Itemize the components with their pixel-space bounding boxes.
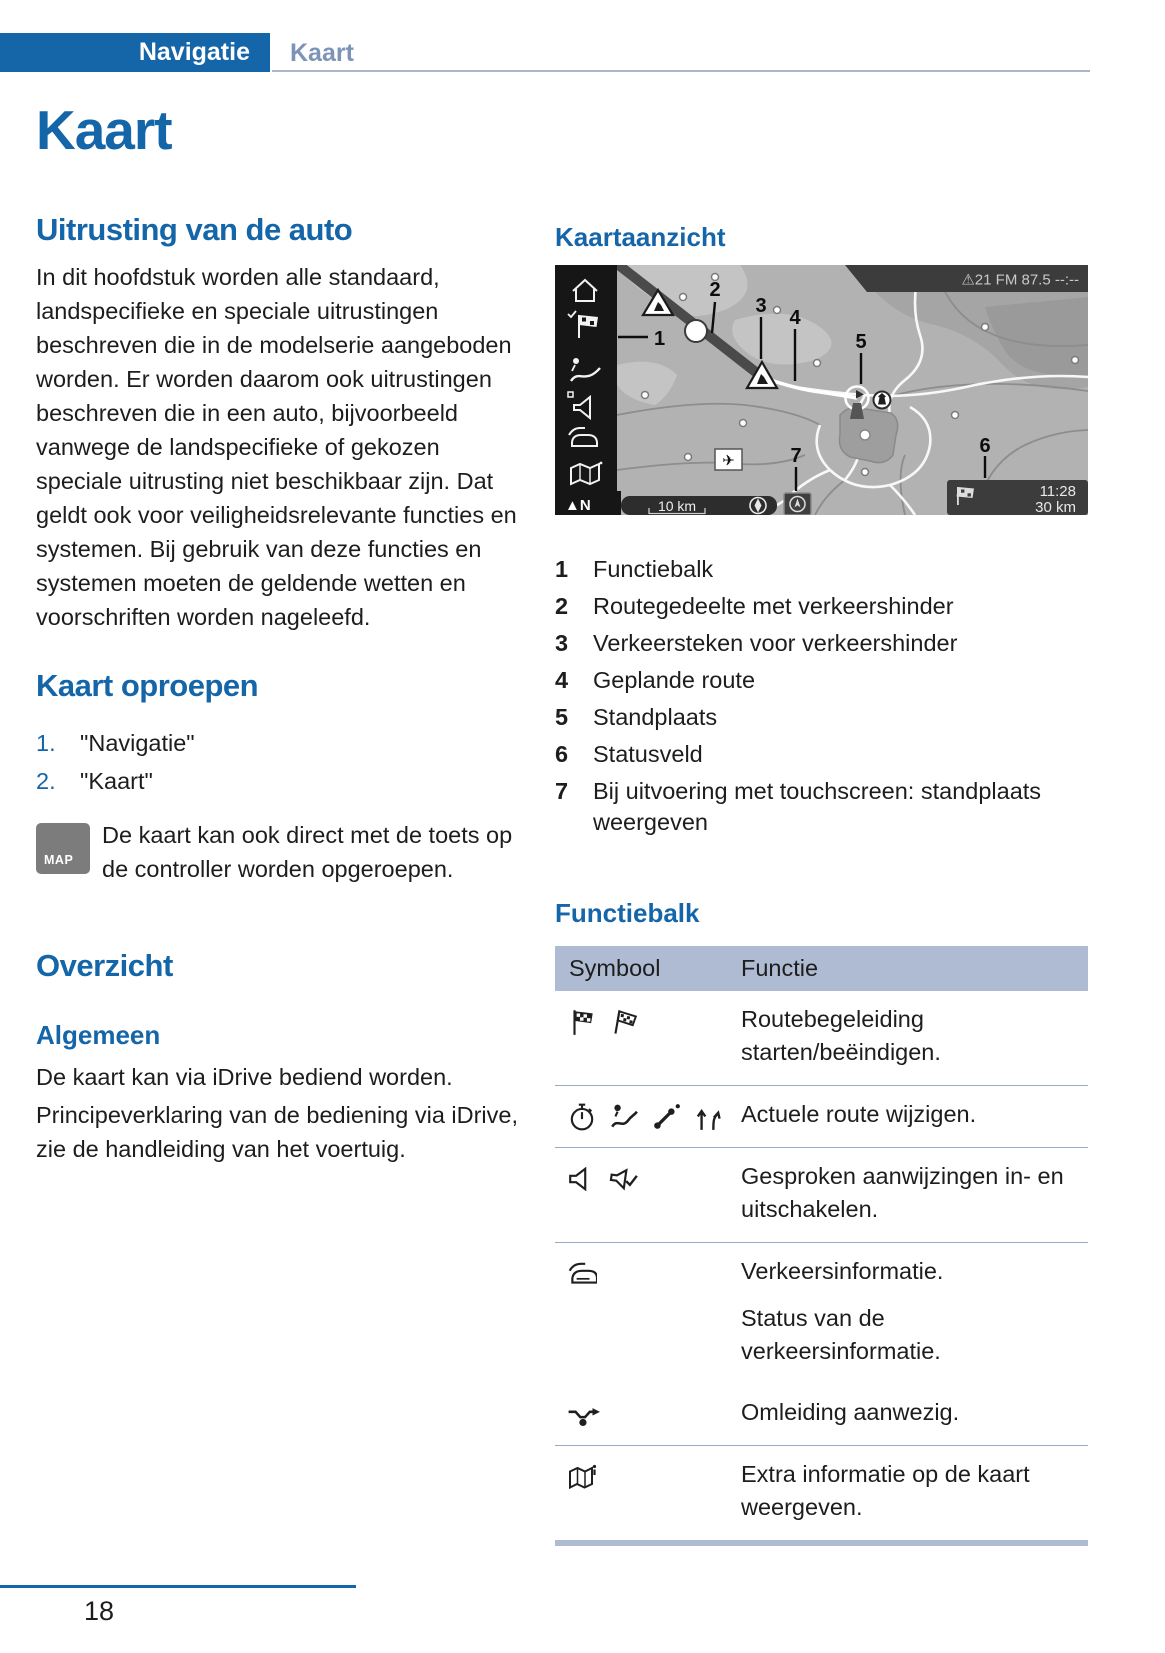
general-subheading: Algemeen	[36, 1020, 161, 1050]
table-header-row	[555, 946, 1088, 991]
general-par1: De kaart kan via iDrive bediend worden.	[36, 1064, 453, 1090]
function-bar-table	[555, 946, 1088, 1546]
legend-text: Standplaats	[593, 704, 718, 730]
detour-icon	[567, 1400, 601, 1430]
map-screenshot	[555, 265, 1088, 515]
map-view-heading: Kaartaanzicht	[555, 222, 726, 252]
table-row	[555, 1148, 1088, 1243]
header-rule	[272, 70, 1090, 72]
stopwatch-icon	[567, 1102, 597, 1132]
legend-text: Routegedeelte met verkeershinder	[593, 593, 954, 619]
page-number: 18	[84, 1596, 115, 1626]
legend-number: 5	[555, 704, 569, 730]
overview-heading: Overzicht	[36, 948, 173, 983]
callout-3: 3	[755, 295, 767, 317]
route-marker-circle	[685, 320, 707, 342]
lane-arrows-icon	[693, 1102, 723, 1132]
map-key-note-row	[36, 818, 530, 886]
map-key-label: MAP	[44, 853, 74, 867]
page-title: Kaart	[36, 99, 172, 161]
step-label: "Kaart"	[80, 768, 153, 794]
legend-item	[555, 776, 1088, 838]
route-guidance-start-flag-icon	[567, 1007, 597, 1037]
footer-rule	[0, 1585, 356, 1588]
list-item	[36, 762, 530, 800]
function-text: Omleiding aanwezig.	[741, 1399, 960, 1425]
route-guidance-end-flag-icon	[609, 1007, 639, 1037]
compass-label[interactable]: ▲N	[565, 497, 591, 514]
legend-text: Bij uitvoering met touchscreen: standplaats weergeven	[593, 778, 1042, 835]
open-map-steps	[36, 724, 530, 800]
status-field	[947, 480, 1088, 515]
callout-6: 6	[979, 435, 991, 457]
speaker-toggle-icon	[609, 1164, 639, 1194]
legend-item	[555, 554, 1088, 585]
map-controller-key-icon	[36, 823, 90, 874]
function-text: Actuele route wijzigen.	[741, 1101, 977, 1127]
table-row	[555, 991, 1088, 1086]
position-button[interactable]	[784, 493, 811, 515]
legend-number: 4	[555, 667, 569, 693]
chapter-tab-kaart: Kaart	[290, 39, 354, 67]
scale-label: 10 km	[657, 498, 697, 514]
legend-item	[555, 591, 1088, 622]
route-segment-icon	[651, 1102, 681, 1132]
callout-7: 7	[790, 445, 802, 467]
airport-icon	[715, 449, 742, 470]
legend-text: Statusveld	[593, 741, 703, 767]
column-header-symbol: Symbool	[569, 955, 661, 981]
function-bar	[555, 265, 617, 515]
function-text: Verkeersinformatie.	[741, 1258, 944, 1284]
map-key-note: De kaart kan ook direct met de toets op de controller worden opgeroepen.	[102, 822, 513, 882]
legend-number: 7	[555, 778, 569, 804]
legend-number: 1	[555, 556, 569, 582]
open-map-heading: Kaart oproepen	[36, 668, 259, 703]
legend-text: Verkeersteken voor verkeershinder	[593, 630, 958, 656]
callout-5: 5	[855, 331, 867, 353]
legend-number: 6	[555, 741, 569, 767]
route-criteria-icon	[609, 1102, 639, 1132]
table-row	[555, 1243, 1088, 1384]
equipment-heading: Uitrusting van de auto	[36, 212, 353, 247]
table-row	[555, 1446, 1088, 1546]
step-number: 1.	[36, 730, 56, 756]
map-extra-info-icon	[567, 1462, 597, 1492]
callout-1: 1	[654, 328, 666, 350]
traffic-info-icon	[567, 1259, 597, 1289]
landmark-icon	[874, 392, 891, 409]
section-tab-navigatie: Navigatie	[0, 33, 270, 72]
equipment-body: In dit hoofdstuk worden alle standaard, landspecifieke en speciale uitrustingen beschreven die in de modelserie aangeboden worden. Er worden daarom ook uitrustingen beschreven die in een auto, bijvoorbeeld vanwege de landspecifieke of gekozen speciale uitrusting niet beschikbaar zijn. Dat geldt ook voor veiligheidsrelevante functies en systemen. Bij gebruik van deze functies en systemen moeten de geldende wetten en voorschriften worden nageleefd.	[36, 264, 517, 630]
column-header-function: Functie	[741, 955, 819, 981]
speaker-icon	[567, 1164, 597, 1194]
legend-text: Geplande route	[593, 667, 756, 693]
list-item	[36, 724, 530, 762]
legend-item	[555, 739, 1088, 770]
legend-text: Functiebalk	[593, 556, 714, 582]
legend-number: 3	[555, 630, 569, 656]
callout-4: 4	[789, 307, 801, 329]
legend-number: 2	[555, 593, 569, 619]
svg-text:✈: ✈	[722, 452, 735, 470]
function-text: Extra informatie op de kaart weergeven.	[741, 1461, 1030, 1520]
status-bar-text: ⚠21 FM 87.5 --:--	[961, 271, 1079, 289]
arrival-time: 11:28	[1039, 483, 1076, 500]
table-row	[555, 1384, 1088, 1446]
legend-item	[555, 628, 1088, 659]
legend-item	[555, 702, 1088, 733]
step-label: "Navigatie"	[80, 730, 195, 756]
function-text: Routebegeleiding starten/beëindigen.	[741, 1006, 941, 1065]
distance-remaining: 30 km	[1035, 499, 1076, 515]
function-bar-heading: Functiebalk	[555, 898, 700, 928]
function-text: Gesproken aanwijzingen in- en uitschakelen.	[741, 1163, 1064, 1222]
legend-item	[555, 665, 1088, 696]
general-par2: Principeverklaring van de bediening via iDrive, zie de handleiding van het voertuig.	[36, 1102, 519, 1162]
callout-2: 2	[709, 279, 721, 301]
table-row	[555, 1086, 1088, 1148]
function-text-2: Status van de verkeersinformatie.	[741, 1305, 941, 1364]
step-number: 2.	[36, 768, 56, 794]
map-legend	[555, 554, 1088, 844]
